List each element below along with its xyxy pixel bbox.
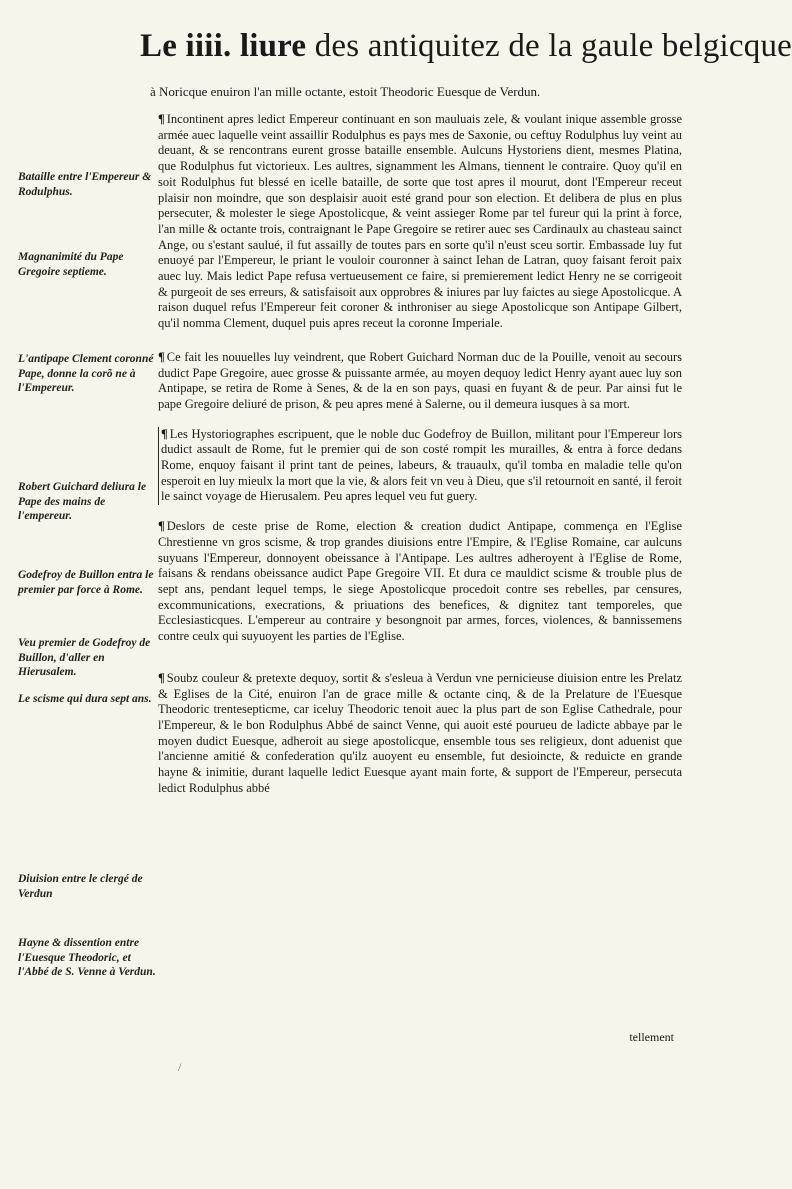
pilcrow-mark: ¶ — [161, 426, 168, 441]
paragraph — [158, 112, 682, 332]
pilcrow-mark: ¶ — [158, 349, 165, 364]
paragraph-text: Deslors de ceste prise de Rome, election & creation dudict Antipape, commença en l'Eglise Chrestienne vn gros scisme, & trop grandes diuisions entre l'Empire, & l'Eglise Romaine, car aulcuns suyuans l'Empereur, donnoyent obeissance à l'Antipape. Les aultres adheroyent à l'Eglise de Rome, faisans & rendans obeissance audict Pape Gregoire VII. Et dura ce mauldict scisme & trouble plus de sept ans, pendant lequel temps, le siege Apostolicque procedoit contre ses rebelles, par censures, excommunications, execrations, & priuations des benefices, & dignitez tant temporeles, que Ecclesiasticques. L'empereur au contraire y besongnoit par armes, forces, violences, & bannissemens contre ceulx qui suyuoyent les parties de l'Eglise. — [158, 519, 682, 644]
catchword: tellement — [629, 1030, 674, 1044]
paragraph — [158, 519, 682, 645]
pilcrow-mark: ¶ — [158, 112, 165, 126]
pilcrow-mark: ¶ — [158, 670, 165, 685]
running-title-tail: des antiquitez de la gaule belgicque — [314, 28, 792, 64]
header-subline: à Noricque enuiron l'an mille octante, estoit Theodoric Euesque de Verdun. — [150, 84, 541, 99]
paragraph-text: Les Hystoriographes escripuent, que le noble duc Godefroy de Buillon, militant pour l'Empereur lors dudict assault de Rome, fut le premier qui de son costé rompit les murailles, & entra à force dedans Rome, enquoy faisant il print tant de peines, labeurs, & trauaulx, qu'il tomba en maladie telle qu'on esperoit en luy mieulx la mort que la vie, & alors feit vn veu à Dieu, que s'il retournoit en santé, il feroit le sainct voyage de Hierusalem. Peu apres lequel veu fut guery. — [161, 426, 682, 504]
margin-note: Godefroy de Buillon entra le premier par force à Rome. — [18, 569, 154, 596]
margin-note: Diuision entre le clergé de Verdun — [18, 873, 143, 900]
paragraph-text: Ce fait les nouuelles luy veindrent, que Robert Guichard Norman duc de la Pouille, venoit au secours dudict Pape Gregoire, auec grosse & puissante armée, au moyen dequoy ledict Henry ayant auec luy son Antipape, se retira de Rome à Senes, & de la en son pays, quasi en fuyant & de peur. Par ainsi fut le pape Gregoire deliuré de prison, & peu apres mené à Salerne, ou il demeura iusques à sa mort. — [158, 349, 682, 411]
running-header — [140, 26, 792, 86]
margin-note: Hayne & dissention entre l'Euesque Theodoric, et l'Abbé de S. Venne à Verdun. — [18, 937, 156, 978]
running-title-lead: Le iiii. liure — [140, 28, 307, 64]
margin-note: Magnanimité du Pape Gregoire septieme. — [18, 251, 124, 278]
paragraph-text: Incontinent apres ledict Empereur continuant en son mauluais zele, & voulant inique assemble grosse armée auec laquelle veint assaillir Rodulphus es pays mes de Saxonie, ou ceftuy Rodulphus luy veint au deuant, & se rencontrans eurent grosse bataille ensemble. Aulcuns Hystoriens dient, mesmes Platina, que Rodulphus fut victorieux. Les aultres, signamment les Almans, tiennent le contraire. Quoy qu'il en soit Rodulphus fut blessé en icelle bataille, de sorte que tost apres il mourut, dont l'Empereur receut plaisir non moindre, que son desplaisir auoit esté grand pour son election. Et delibera de plus en plus persecuter, & molester le siege Apostolicque, & veint assieger Rome par tel fureur qui la print à force, l'an mille & octante trois, contraignant le Pape Gregoire se retirer auec ses Cardinaulx au chasteau sainct Ange, ou s'estant saulué, il fut assailly de toutes pars en sorte qu'il n'eust sceu sortir. Embassade luy fut enuoyé par l'Empereur, le priant le vouloir couronner à sainct Iehan de Latran, quoy faisant feroit paix auec luy. Mais ledict Pape refusa vertueusement ce faire, si premierement ledict Henry ne se corrigeoit & purgeoit de ses erreurs, & satisfaisoit aux opprobres & iniures par luy faictes au siege Apostolicque. A raison duquel refus l'Empereur feit coroner & inthroniser au siege Apostolicque son Antipape Gilbert, qu'il nomma Clement, duquel puis apres receut la coronne Imperiale. — [158, 112, 682, 331]
paragraph — [158, 350, 682, 413]
running-title — [140, 26, 792, 66]
paragraph — [158, 427, 682, 506]
stray-mark: / — [178, 1060, 182, 1074]
pilcrow-mark: ¶ — [158, 519, 165, 534]
paragraph-text: Soubz couleur & pretexte dequoy, sortit & s'esleua à Verdun vne pernicieuse diuision entre les Prelatz & Eglises de la Cité, enuiron l'an de grace mille & octante cinq, & de la Prelature de l'Euesque Theodoric trentesepticme, car iceluy Theodoric tenoit auec la plus part de son Eglise Cathedrale, pour l'Empereur, & le bon Rodulphus Abbé de sainct Venne, qui auoit esté pourueu de ladicte abbaye par le moyen dudict Euesque, adheroit au siege apostolicque, ensemble tous ses religieux, dont aduenist que l'ancienne amitié & confederation qu'ilz auoyent eu ensemble, fut desioincte, & reduicte en grande hayne & inimitie, durant laquelle ledict Euesque ayant main forte, & support de l'Empereur, persecuta ledict Rodulphus abbé — [158, 670, 682, 795]
margin-note: L'antipape Clement coronné Pape, donne la corõ ne à l'Empereur. — [18, 353, 154, 394]
paragraph — [158, 671, 682, 797]
margin-note: Veu premier de Godefroy de Buillon, d'aller en Hierusalem. — [18, 637, 151, 678]
margin-note: Bataille entre l'Empereur & Rodulphus. — [18, 171, 152, 198]
margin-note: Le scisme qui dura sept ans. — [18, 693, 152, 705]
margin-note: Robert Guichard deliura le Pape des mains de l'empereur. — [18, 481, 147, 522]
main-text-column — [158, 112, 682, 808]
